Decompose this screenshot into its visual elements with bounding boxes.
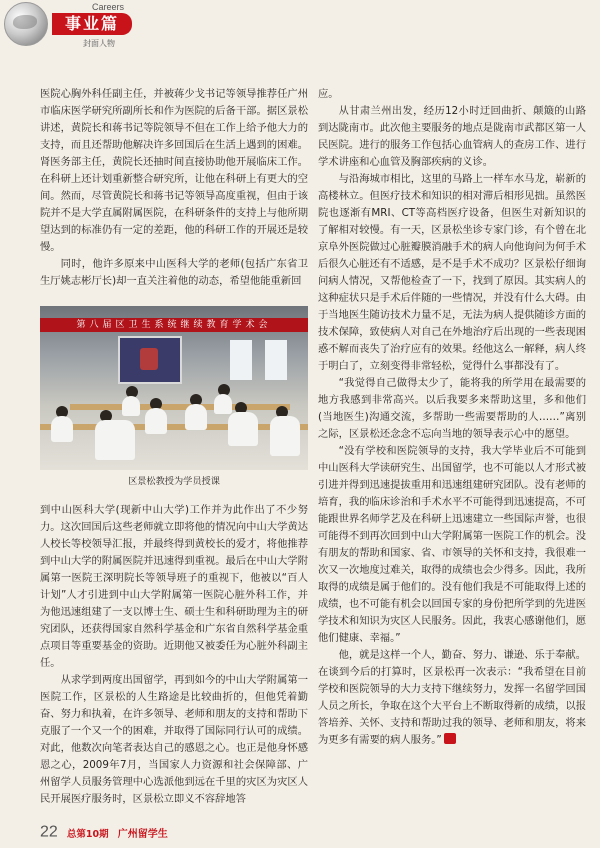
paragraph: 从求学到两度出国留学，再到如今的中山大学附属第一医院工作，区景松的人生路途是比较曲折的，但他凭着勤奋、努力和执着，在许多领导、老师和朋友的支持和帮助下克服了一个又一个的困难，并取得了国际同行认可的成绩。对此，他数次向笔者表达自己的感恩之心。也正是他身怀感恩之心，2009年7月，当国家人力资源和社会保障部、广州留学人员服务管理中心选派他到远在千里的灾区为灾区人民开展医疗服务时，区景松立即义不容辞地答 xyxy=(40,674,308,805)
paragraph: 与沿海城市相比，这里的马路上一样车水马龙，崭新的高楼林立。但医疗技术和知识的相对滞后相形见拙。虽然医院也逐渐有MRI、CT等高档医疗设备，但医生对新知识的了解相对较慢。有一天，区景松坐诊专家门诊，有个曾在北京阜外医院做过心脏瓣膜消融手术的病人向他询问为何手术后很久心脏还有不适感，是不是手术不成功？区景松仔细询问病人情况，又帮他检查了一下，找到了原因。其实病人的这种症状只是手术后伴随的一些情况，并没有什么大碍。由于当地医生随访技术力量不足，无法为病人提供随诊方面的技术保障，致使病人对自己在外地治疗后出现的一些表现困惑不解而丧失了治疗应有的效果。经他这么一解释，病人终于明白了，立刻变得非常轻松，觉得什么事都没有了。 xyxy=(318,173,586,372)
paragraph: 同时，他许多原来中山医科大学的老师(包括广东省卫生厅姚志彬厅长)却一直关注着他的动态，希望他能重新回 xyxy=(40,258,308,287)
left-column-bottom xyxy=(40,502,308,808)
page-number: 22 xyxy=(40,823,58,841)
subcategory: 封面人物 xyxy=(83,39,115,48)
paragraph: 应。 xyxy=(318,88,339,100)
globe-icon xyxy=(4,2,48,46)
paragraph: 从甘肃兰州出发，经历12小时迂回曲折、颠簸的山路到达陇南市。此次他主要服务的地点是陇南市武都区第一人民医院。进行的服务工作包括心血管病人的查房工作、进行学术讲座和心血管及胸部疾病的义诊。 xyxy=(318,105,586,168)
end-mark-icon xyxy=(444,733,456,744)
attendee xyxy=(214,394,232,414)
photo-caption: 区景松教授为学员授课 xyxy=(128,476,220,487)
attendee xyxy=(185,404,207,430)
attendee xyxy=(270,416,300,456)
photo-banner: 第八届区卫生系统继续教育学术会 xyxy=(40,318,308,332)
category-title: 事业篇 xyxy=(52,13,132,35)
desk-row xyxy=(40,424,308,430)
issue-label: 总第10期 xyxy=(66,828,109,840)
projection-screen xyxy=(118,336,182,384)
magazine-name: 广州留学生 xyxy=(117,829,168,840)
window xyxy=(265,340,287,380)
attendee xyxy=(95,420,135,460)
attendee xyxy=(228,412,258,446)
attendee xyxy=(122,396,140,416)
paragraph: 到中山医科大学(现新中山大学)工作并为此作出了不少努力。这次回国后这些老师就立即将他的情况向中山大学黄达人校长等校领导汇报，并最终得到黄校长的爱才，将他推荐到中山大学的附属医院并迅速得到重视。最后在中山大学附属第一医院王深明院长等领导班子的重视下，他被以“百人计划”人才引进到中山大学附属第一医院心脏外科工作，并为他迅速组建了一支以博士生、硕士生和科研助理为主的研究团队，还获得国家自然科学基金和广东省自然科学基金重点项目等重要基金的资助。近期他又被委任为心脏外科副主任。 xyxy=(40,504,308,669)
category-english: Careers xyxy=(92,2,125,12)
paragraph-text: 他，就是这样一个人，勤奋、努力、谦逊、乐于奉献。在谈到今后的打算时，区景松再一次表示：“我希望在目前学校和医院领导的大力支持下继续努力，发挥一名留学回国人员之所长，争取在这个大平台上不断取得新的成绩，以报答培养、关怀、支持和帮助过我的领导、老师和朋友，将来为更多有需要的病人服务。” xyxy=(318,649,586,746)
lecture-photo xyxy=(40,306,308,470)
window xyxy=(230,340,252,380)
attendee xyxy=(145,408,167,434)
paragraph: “没有学校和医院领导的支持，我大学毕业后不可能到中山医科大学读研究生、出国留学，也不可能以人才形式被引进并得到迅速提拔重用和迅速组建研究团队。没有老师的培育，我的临床诊治和手术水平不可能得到迅速提高，不可能跟世界名师学艺及在科研上迅速建立一些国际声誉，也很可能得不到再次回到中山大学附属第一医院工作的机会。没有朋友的帮助和国家、省、市领导的关怀和支持，我很难一次又一次地度过难关，取得的成绩也会少得多。因此，我所取得的成绩是属于他们的。没有他们我是不可能取得上述的成绩，也不可能有机会以回国专家的身份把所学到的先进医学技术和知识为灾区人民服务。因此，我衷心感谢他们，愿他们健康、幸福。” xyxy=(318,445,586,644)
right-column xyxy=(318,86,586,749)
desk-row xyxy=(70,404,290,410)
attendee xyxy=(51,416,73,442)
section-header xyxy=(0,0,600,60)
page-footer xyxy=(40,822,340,840)
left-column-top xyxy=(40,86,308,290)
paragraph-last xyxy=(318,647,586,749)
paragraph: 医院心胸外科任副主任，并被蒋少戈书记等领导推荐任广州市临床医学研究所副所长和作为医院的后备干部。据区景松讲述，黄院长和蒋书记等院领导不但在工作上给予他大力的支持，而且还帮助他解决许多回国后在生活上遇到的困难。肾医务部主任，黄院长还抽时间直接协助他开展临床工作。在科研上还计划重新整合研究所，让他在科研上有更大的空间。然而，尽管黄院长和蒋书记等领导高度重视，但由于该院并不是大学直属附属医院，在科研条件的支持上与他所期望达到的标准仍有一定的差距，他的科研工作的开展还是较慢。 xyxy=(40,88,308,253)
paragraph: “我觉得自己做得太少了，能将我的所学用在最需要的地方我感到非常高兴。以后我要多来帮助这里，多和他们(当地医生)沟通交流，多帮助一些需要帮助的人……”离别之际，区景松还念念不忘向当地的领导表示心中的愿望。 xyxy=(318,377,586,440)
